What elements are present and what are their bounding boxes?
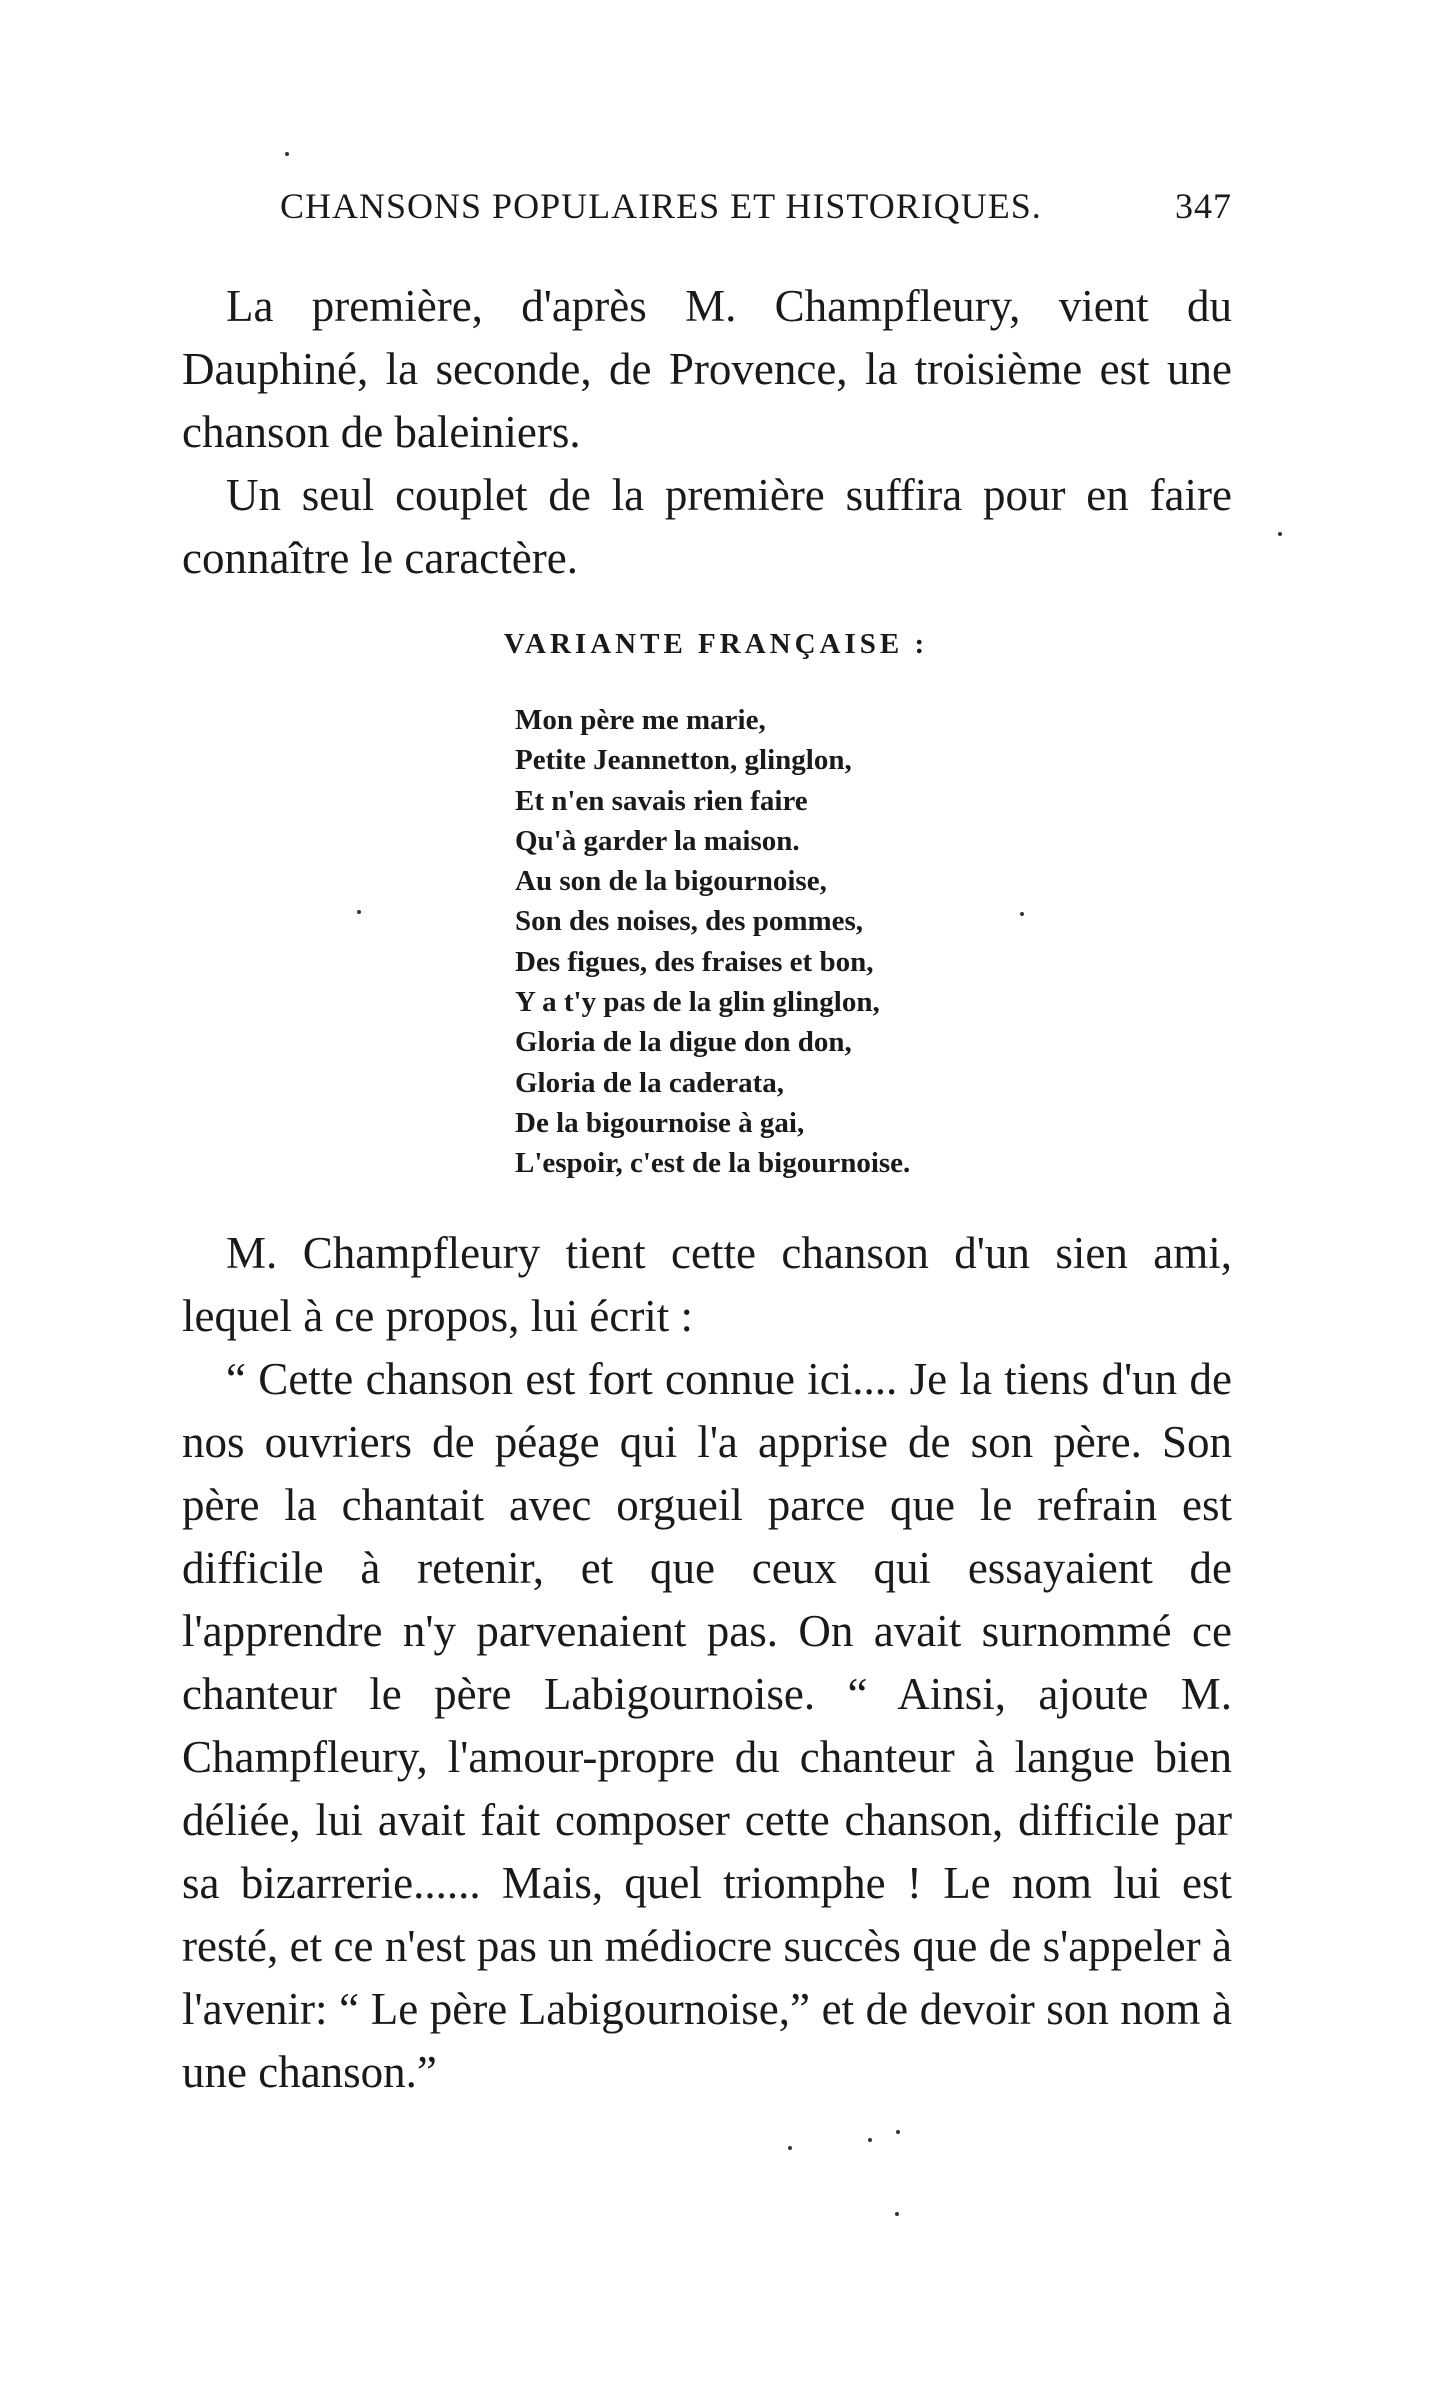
- verse-line: Mon père me marie,: [515, 704, 766, 736]
- verse-line: De la bigournoise à gai,: [515, 1106, 805, 1139]
- scan-speck: [1020, 912, 1024, 916]
- scan-speck: [285, 152, 289, 156]
- scan-speck: [868, 2138, 872, 2142]
- paragraph: “ Cette chanson est fort connue ici.... Je la tiens d'un de nos ouvriers de péage qui l'a apprise de son père. Son père la chantait avec orgueil parce que le refrain est difficile à retenir, et que ceux qui essayaient de l'apprendre n'y parvenaient pas. On avait surnommé ce chanteur le père Labigournoise. “ Ainsi, ajoute M. Champfleury, l'amour-propre du chanteur à langue bien déliée, lui avait fait composer cette chanson, difficile par sa bizarrerie...... Mais, quel triomphe ! Le nom lui est resté, et ce n'est pas un médiocre succès que de s'appeler à l'avenir: “ Le père Labigournoise,” et de devoir son nom à une chanson.”: [182, 1354, 1232, 2097]
- verse-line: Qu'à garder la maison.: [515, 824, 800, 857]
- paragraph: La première, d'après M. Champfleury, vient du Dauphiné, la seconde, de Provence, la troisième est une chanson de baleiniers.: [182, 281, 1232, 457]
- section-heading: VARIANTE FRANÇAISE :: [503, 628, 929, 660]
- verse-line: L'espoir, c'est de la bigournoise.: [515, 1147, 911, 1180]
- verse-line: Petite Jeannetton, glinglon,: [515, 744, 852, 777]
- scan-speck: [357, 910, 361, 914]
- verse-line: Son des noises, des pommes,: [515, 905, 864, 938]
- verse-line: Y a t'y pas de la glin glinglon,: [515, 986, 880, 1019]
- verse-line: Des figues, des fraises et bon,: [515, 945, 874, 978]
- scan-speck: [895, 2212, 899, 2216]
- paragraph: Un seul couplet de la première suffira pour en faire connaître le caractère.: [182, 470, 1232, 583]
- verse-line: Et n'en savais rien faire: [515, 784, 808, 817]
- paragraph: M. Champfleury tient cette chanson d'un sien ami, lequel à ce propos, lui écrit :: [182, 1228, 1232, 1341]
- scan-speck: [1278, 532, 1282, 536]
- verse-line: Gloria de la digue don don,: [515, 1026, 852, 1059]
- verse-block: [515, 700, 1075, 1184]
- running-header: [280, 185, 1232, 235]
- scan-speck: [788, 2146, 792, 2150]
- main-text: [182, 1222, 1232, 2104]
- verse-line: Gloria de la caderata,: [515, 1066, 785, 1099]
- page-number: 347: [1175, 186, 1232, 226]
- scan-speck: [896, 2130, 900, 2134]
- intro-text: [182, 275, 1232, 590]
- running-title: CHANSONS POPULAIRES ET HISTORIQUES.: [280, 186, 1042, 226]
- verse-line: Au son de la bigournoise,: [515, 865, 827, 898]
